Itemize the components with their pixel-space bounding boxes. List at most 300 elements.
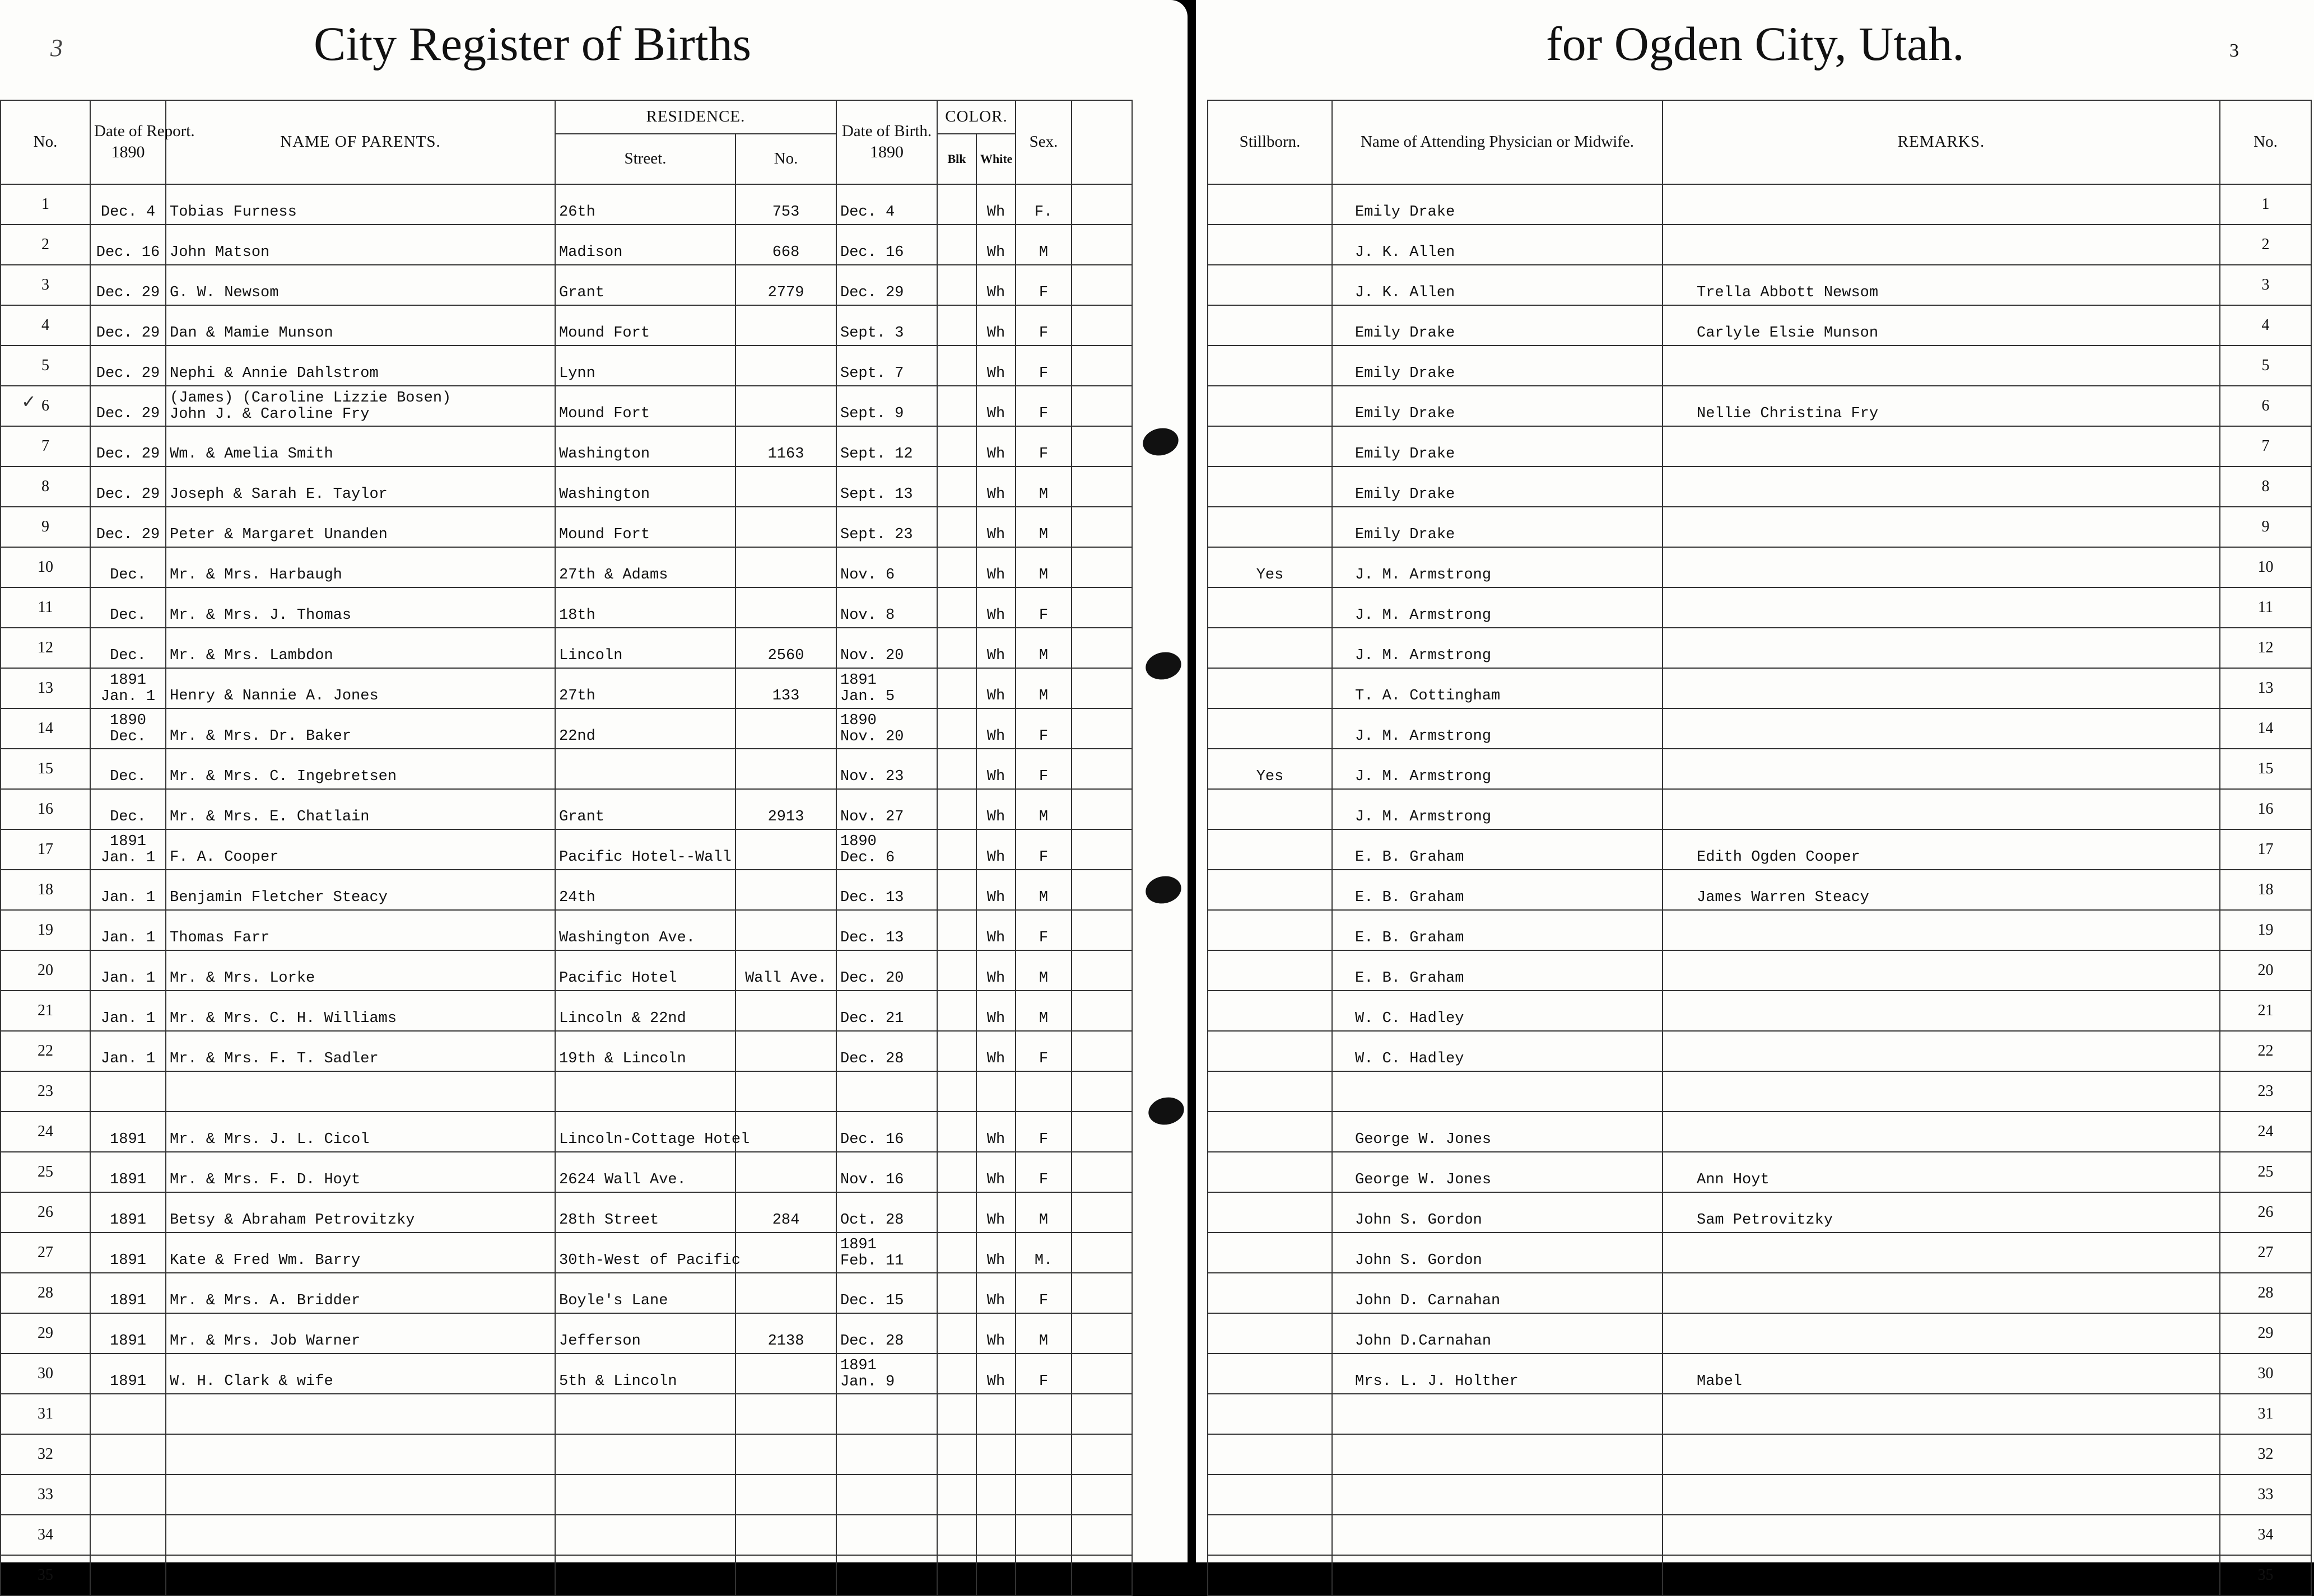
parents-name: Mr. & Mrs. A. Bridder <box>166 1273 555 1313</box>
parents-name <box>166 1555 555 1595</box>
residence-number: 284 <box>735 1192 836 1233</box>
table-row <box>1208 1152 2311 1192</box>
color-blk <box>937 386 976 426</box>
residence-number <box>735 466 836 507</box>
table-row <box>1208 1112 2311 1152</box>
row-number: 9 <box>2220 507 2311 547</box>
blank-cell <box>1072 184 1132 225</box>
blank-cell <box>1072 1354 1132 1394</box>
color-white: Wh <box>976 1192 1016 1233</box>
parents-name: Mr. & Mrs. F. T. Sadler <box>166 1031 555 1071</box>
residence-street: Grant <box>555 265 735 305</box>
stillborn <box>1208 991 1332 1031</box>
stillborn <box>1208 1474 1332 1515</box>
color-blk <box>937 1031 976 1071</box>
date-of-report: Dec. 29 <box>90 265 166 305</box>
table-row <box>1208 991 2311 1031</box>
date-of-report: 1890 Dec. <box>90 708 166 749</box>
col-no-header: No. <box>1 100 90 184</box>
date-of-birth: 1891 Jan. 9 <box>836 1354 937 1394</box>
blank-cell <box>1072 1273 1132 1313</box>
residence-street: Jefferson <box>555 1313 735 1354</box>
color-white: Wh <box>976 265 1016 305</box>
row-number: 26 <box>1 1192 90 1233</box>
color-white: Wh <box>976 708 1016 749</box>
stillborn <box>1208 1354 1332 1394</box>
blank-cell <box>1072 1152 1132 1192</box>
row-number: 8 <box>2220 466 2311 507</box>
color-blk <box>937 991 976 1031</box>
row-number: 1 <box>2220 184 2311 225</box>
row-number: 12 <box>1 628 90 668</box>
parents-name: John Matson <box>166 225 555 265</box>
table-row <box>1208 1515 2311 1555</box>
row-number: 26 <box>2220 1192 2311 1233</box>
attending-physician: John D.Carnahan <box>1332 1313 1663 1354</box>
table-row <box>1208 1071 2311 1112</box>
table-row <box>1208 1354 2311 1394</box>
table-row <box>1208 870 2311 910</box>
color-white: Wh <box>976 668 1016 708</box>
date-of-report: Jan. 1 <box>90 991 166 1031</box>
row-number: 29 <box>1 1313 90 1354</box>
color-white: Wh <box>976 1031 1016 1071</box>
table-row <box>1 1474 1132 1515</box>
color-blk <box>937 1233 976 1273</box>
parents-name: Nephi & Annie Dahlstrom <box>166 346 555 386</box>
blank-cell <box>1072 1192 1132 1233</box>
residence-street: Pacific Hotel--Wall <box>555 829 735 870</box>
date-of-report: Dec. 29 <box>90 507 166 547</box>
table-row <box>1208 1394 2311 1434</box>
remarks <box>1663 1071 2220 1112</box>
blank-cell <box>1072 1474 1132 1515</box>
sex: F <box>1016 305 1072 346</box>
row-number: 19 <box>1 910 90 950</box>
date-of-birth <box>836 1515 937 1555</box>
row-number: 34 <box>2220 1515 2311 1555</box>
row-number: 25 <box>2220 1152 2311 1192</box>
row-number: 28 <box>2220 1273 2311 1313</box>
left-table-body <box>1 184 1132 1595</box>
color-blk <box>937 1273 976 1313</box>
blank-cell <box>1072 829 1132 870</box>
col-blk-header: Blk <box>937 134 976 184</box>
parents-name: Dan & Mamie Munson <box>166 305 555 346</box>
color-blk <box>937 789 976 829</box>
date-of-report: Jan. 1 <box>90 950 166 991</box>
date-of-birth <box>836 1394 937 1434</box>
sex: M <box>1016 950 1072 991</box>
color-white <box>976 1434 1016 1474</box>
stillborn <box>1208 829 1332 870</box>
color-blk <box>937 628 976 668</box>
sex: M <box>1016 628 1072 668</box>
residence-street: Lincoln <box>555 628 735 668</box>
sex <box>1016 1474 1072 1515</box>
color-blk <box>937 1192 976 1233</box>
row-number: 18 <box>2220 870 2311 910</box>
stillborn <box>1208 1273 1332 1313</box>
color-white: Wh <box>976 1152 1016 1192</box>
residence-number: 2138 <box>735 1313 836 1354</box>
row-number: 19 <box>2220 910 2311 950</box>
table-row <box>1208 1031 2311 1071</box>
blank-cell <box>1072 708 1132 749</box>
row-number: 8 <box>1 466 90 507</box>
parents-name: (James) (Caroline Lizzie Bosen) John J. & Caroline Fry <box>166 386 555 426</box>
attending-physician: Emily Drake <box>1332 466 1663 507</box>
date-of-report: 1891 <box>90 1152 166 1192</box>
table-row <box>1208 305 2311 346</box>
attending-physician: John S. Gordon <box>1332 1192 1663 1233</box>
blank-cell <box>1072 870 1132 910</box>
row-number: 30 <box>1 1354 90 1394</box>
row-number: 24 <box>2220 1112 2311 1152</box>
row-number: 1 <box>1 184 90 225</box>
attending-physician: John D. Carnahan <box>1332 1273 1663 1313</box>
row-number: 17 <box>2220 829 2311 870</box>
residence-street: Grant <box>555 789 735 829</box>
col-res-no-header: No. <box>735 134 836 184</box>
residence-street: 22nd <box>555 708 735 749</box>
residence-street: 18th <box>555 587 735 628</box>
blank-cell <box>1072 950 1132 991</box>
stillborn <box>1208 708 1332 749</box>
residence-street: 5th & Lincoln <box>555 1354 735 1394</box>
row-number: 23 <box>1 1071 90 1112</box>
row-number: 2 <box>1 225 90 265</box>
row-number: 23 <box>2220 1071 2311 1112</box>
remarks <box>1663 547 2220 587</box>
binder-hole <box>1140 425 1181 459</box>
sex: F <box>1016 265 1072 305</box>
stillborn <box>1208 305 1332 346</box>
table-row <box>1 184 1132 225</box>
stillborn <box>1208 1394 1332 1434</box>
date-of-report: Jan. 1 <box>90 910 166 950</box>
color-white: Wh <box>976 1233 1016 1273</box>
blank-cell <box>1072 507 1132 547</box>
blank-cell <box>1072 1071 1132 1112</box>
table-row <box>1 1152 1132 1192</box>
date-of-birth: Dec. 13 <box>836 910 937 950</box>
row-number: 10 <box>1 547 90 587</box>
date-of-report: 1891 <box>90 1192 166 1233</box>
attending-physician <box>1332 1434 1663 1474</box>
table-row <box>1208 466 2311 507</box>
remarks <box>1663 1233 2220 1273</box>
page-number: 3 <box>2229 40 2239 61</box>
remarks <box>1663 991 2220 1031</box>
sex: M <box>1016 1192 1072 1233</box>
corner-page-mark: 3 <box>50 34 63 62</box>
row-number: 10 <box>2220 547 2311 587</box>
table-row <box>1208 184 2311 225</box>
sex <box>1016 1071 1072 1112</box>
residence-number <box>735 708 836 749</box>
table-row <box>1 708 1132 749</box>
row-number: 35 <box>2220 1555 2311 1595</box>
attending-physician: George W. Jones <box>1332 1152 1663 1192</box>
color-white: Wh <box>976 305 1016 346</box>
row-number: 25 <box>1 1152 90 1192</box>
sex: F <box>1016 749 1072 789</box>
remarks <box>1663 1031 2220 1071</box>
date-of-report <box>90 1474 166 1515</box>
remarks <box>1663 1273 2220 1313</box>
blank-cell <box>1072 547 1132 587</box>
residence-number <box>735 749 836 789</box>
sex: M <box>1016 991 1072 1031</box>
table-row <box>1208 668 2311 708</box>
parents-name <box>166 1434 555 1474</box>
row-number: 16 <box>2220 789 2311 829</box>
color-blk <box>937 910 976 950</box>
parents-name: Mr. & Mrs. Lambdon <box>166 628 555 668</box>
table-row <box>1 466 1132 507</box>
table-row <box>1 789 1132 829</box>
residence-number <box>735 1031 836 1071</box>
parents-name: Mr. & Mrs. J. Thomas <box>166 587 555 628</box>
date-of-birth: Dec. 13 <box>836 870 937 910</box>
color-blk <box>937 466 976 507</box>
stillborn <box>1208 507 1332 547</box>
attending-physician: Emily Drake <box>1332 386 1663 426</box>
stillborn <box>1208 1112 1332 1152</box>
table-row <box>1 628 1132 668</box>
residence-street: 28th Street <box>555 1192 735 1233</box>
attending-physician <box>1332 1474 1663 1515</box>
sex: M <box>1016 668 1072 708</box>
table-row <box>1 1112 1132 1152</box>
row-number: 32 <box>1 1434 90 1474</box>
stillborn <box>1208 1555 1332 1595</box>
parents-name: Mr. & Mrs. C. H. Williams <box>166 991 555 1031</box>
remarks <box>1663 950 2220 991</box>
remarks: Trella Abbott Newsom <box>1663 265 2220 305</box>
row-number: 4 <box>2220 305 2311 346</box>
table-row <box>1208 1474 2311 1515</box>
residence-number <box>735 1071 836 1112</box>
sex: M. <box>1016 1233 1072 1273</box>
color-blk <box>937 507 976 547</box>
remarks: Nellie Christina Fry <box>1663 386 2220 426</box>
residence-number <box>735 1555 836 1595</box>
register-subtitle: for Ogden City, Utah. <box>1546 17 1964 71</box>
stillborn <box>1208 1313 1332 1354</box>
date-of-report: Jan. 1 <box>90 1031 166 1071</box>
color-blk <box>937 426 976 466</box>
stillborn <box>1208 910 1332 950</box>
attending-physician <box>1332 1394 1663 1434</box>
residence-number <box>735 587 836 628</box>
table-row <box>1208 1313 2311 1354</box>
table-row <box>1 1515 1132 1555</box>
residence-street: Madison <box>555 225 735 265</box>
row-number: 2 <box>2220 225 2311 265</box>
blank-cell <box>1072 225 1132 265</box>
blank-cell <box>1072 426 1132 466</box>
date-of-report: Dec. 29 <box>90 426 166 466</box>
col-physician-header: Name of Attending Physician or Midwife. <box>1332 100 1663 184</box>
color-white: Wh <box>976 1112 1016 1152</box>
residence-number: 2913 <box>735 789 836 829</box>
remarks <box>1663 1555 2220 1595</box>
table-row <box>1 950 1132 991</box>
remarks <box>1663 1434 2220 1474</box>
remarks <box>1663 789 2220 829</box>
residence-street: Mound Fort <box>555 507 735 547</box>
row-number: 21 <box>2220 991 2311 1031</box>
remarks: Carlyle Elsie Munson <box>1663 305 2220 346</box>
attending-physician: J. M. Armstrong <box>1332 547 1663 587</box>
date-of-birth: Dec. 4 <box>836 184 937 225</box>
attending-physician: T. A. Cottingham <box>1332 668 1663 708</box>
residence-street: 19th & Lincoln <box>555 1031 735 1071</box>
color-blk <box>937 1394 976 1434</box>
sex <box>1016 1394 1072 1434</box>
col-stillborn-header: Stillborn. <box>1208 100 1332 184</box>
attending-physician: E. B. Graham <box>1332 870 1663 910</box>
date-of-birth: Nov. 16 <box>836 1152 937 1192</box>
remarks: Ann Hoyt <box>1663 1152 2220 1192</box>
sex <box>1016 1434 1072 1474</box>
sex: F <box>1016 829 1072 870</box>
stillborn <box>1208 265 1332 305</box>
table-row <box>1208 1233 2311 1273</box>
color-white: Wh <box>976 426 1016 466</box>
sex: M <box>1016 1313 1072 1354</box>
date-of-report: Dec. <box>90 749 166 789</box>
residence-street: Lynn <box>555 346 735 386</box>
row-number: 34 <box>1 1515 90 1555</box>
stillborn <box>1208 1071 1332 1112</box>
date-of-birth: Sept. 9 <box>836 386 937 426</box>
row-number: 31 <box>2220 1394 2311 1434</box>
attending-physician <box>1332 1555 1663 1595</box>
color-blk <box>937 1354 976 1394</box>
date-of-report: 1891 <box>90 1354 166 1394</box>
table-row <box>1 1273 1132 1313</box>
residence-street <box>555 1474 735 1515</box>
sex: M <box>1016 870 1072 910</box>
row-number: 12 <box>2220 628 2311 668</box>
color-white: Wh <box>976 587 1016 628</box>
table-row <box>1208 1192 2311 1233</box>
date-of-birth <box>836 1434 937 1474</box>
residence-number <box>735 1112 836 1152</box>
date-of-report <box>90 1071 166 1112</box>
date-of-report: Dec. 4 <box>90 184 166 225</box>
row-number: 27 <box>2220 1233 2311 1273</box>
right-table-body <box>1208 184 2311 1595</box>
remarks <box>1663 466 2220 507</box>
col-color-header: COLOR. <box>937 100 1016 134</box>
residence-street <box>555 1515 735 1555</box>
attending-physician: W. C. Hadley <box>1332 991 1663 1031</box>
color-white: Wh <box>976 1354 1016 1394</box>
col-parents-header: NAME OF PARENTS. <box>166 100 555 184</box>
color-blk <box>937 547 976 587</box>
color-white <box>976 1071 1016 1112</box>
table-row <box>1208 829 2311 870</box>
stillborn <box>1208 426 1332 466</box>
row-number: 33 <box>1 1474 90 1515</box>
color-white <box>976 1394 1016 1434</box>
date-of-report: Dec. 16 <box>90 225 166 265</box>
date-of-birth: Sept. 13 <box>836 466 937 507</box>
stillborn <box>1208 870 1332 910</box>
color-white: Wh <box>976 628 1016 668</box>
remarks: Mabel <box>1663 1354 2220 1394</box>
table-row <box>1208 950 2311 991</box>
residence-street: Pacific Hotel <box>555 950 735 991</box>
parents-name: Mr. & Mrs. E. Chatlain <box>166 789 555 829</box>
table-row <box>1 1394 1132 1434</box>
color-blk <box>937 708 976 749</box>
row-number: 20 <box>1 950 90 991</box>
remarks <box>1663 1313 2220 1354</box>
color-white: Wh <box>976 386 1016 426</box>
blank-cell <box>1072 789 1132 829</box>
parents-name: Thomas Farr <box>166 910 555 950</box>
remarks: James Warren Steacy <box>1663 870 2220 910</box>
date-of-report: Dec. <box>90 547 166 587</box>
date-of-report: Dec. <box>90 587 166 628</box>
color-white: Wh <box>976 910 1016 950</box>
table-row <box>1 1555 1132 1595</box>
table-row <box>1 668 1132 708</box>
blank-cell <box>1072 1313 1132 1354</box>
date-of-report: 1891 <box>90 1273 166 1313</box>
date-of-birth: 1891 Jan. 5 <box>836 668 937 708</box>
attending-physician: J. M. Armstrong <box>1332 587 1663 628</box>
color-white: Wh <box>976 870 1016 910</box>
date-of-birth: Dec. 28 <box>836 1031 937 1071</box>
parents-name: Mr. & Mrs. Job Warner <box>166 1313 555 1354</box>
row-number: 18 <box>1 870 90 910</box>
remarks <box>1663 1112 2220 1152</box>
residence-street <box>555 1394 735 1434</box>
table-row <box>1208 547 2311 587</box>
attending-physician: Emily Drake <box>1332 507 1663 547</box>
parents-name: Tobias Furness <box>166 184 555 225</box>
date-of-birth: Sept. 12 <box>836 426 937 466</box>
row-number: 27 <box>1 1233 90 1273</box>
residence-number <box>735 1474 836 1515</box>
color-blk <box>937 587 976 628</box>
table-row <box>1 991 1132 1031</box>
row-number: 28 <box>1 1273 90 1313</box>
sex: F <box>1016 1354 1072 1394</box>
sex: M <box>1016 789 1072 829</box>
color-blk <box>937 1434 976 1474</box>
sex: F <box>1016 1112 1072 1152</box>
color-blk <box>937 829 976 870</box>
blank-cell <box>1072 386 1132 426</box>
col-street-header: Street. <box>555 134 735 184</box>
color-white: Wh <box>976 346 1016 386</box>
date-of-report: Dec. 29 <box>90 305 166 346</box>
table-row <box>1208 346 2311 386</box>
stillborn: Yes <box>1208 749 1332 789</box>
stillborn <box>1208 1515 1332 1555</box>
date-of-report: Dec. 29 <box>90 346 166 386</box>
table-row <box>1208 265 2311 305</box>
blank-cell <box>1072 1233 1132 1273</box>
row-number: 5 <box>2220 346 2311 386</box>
